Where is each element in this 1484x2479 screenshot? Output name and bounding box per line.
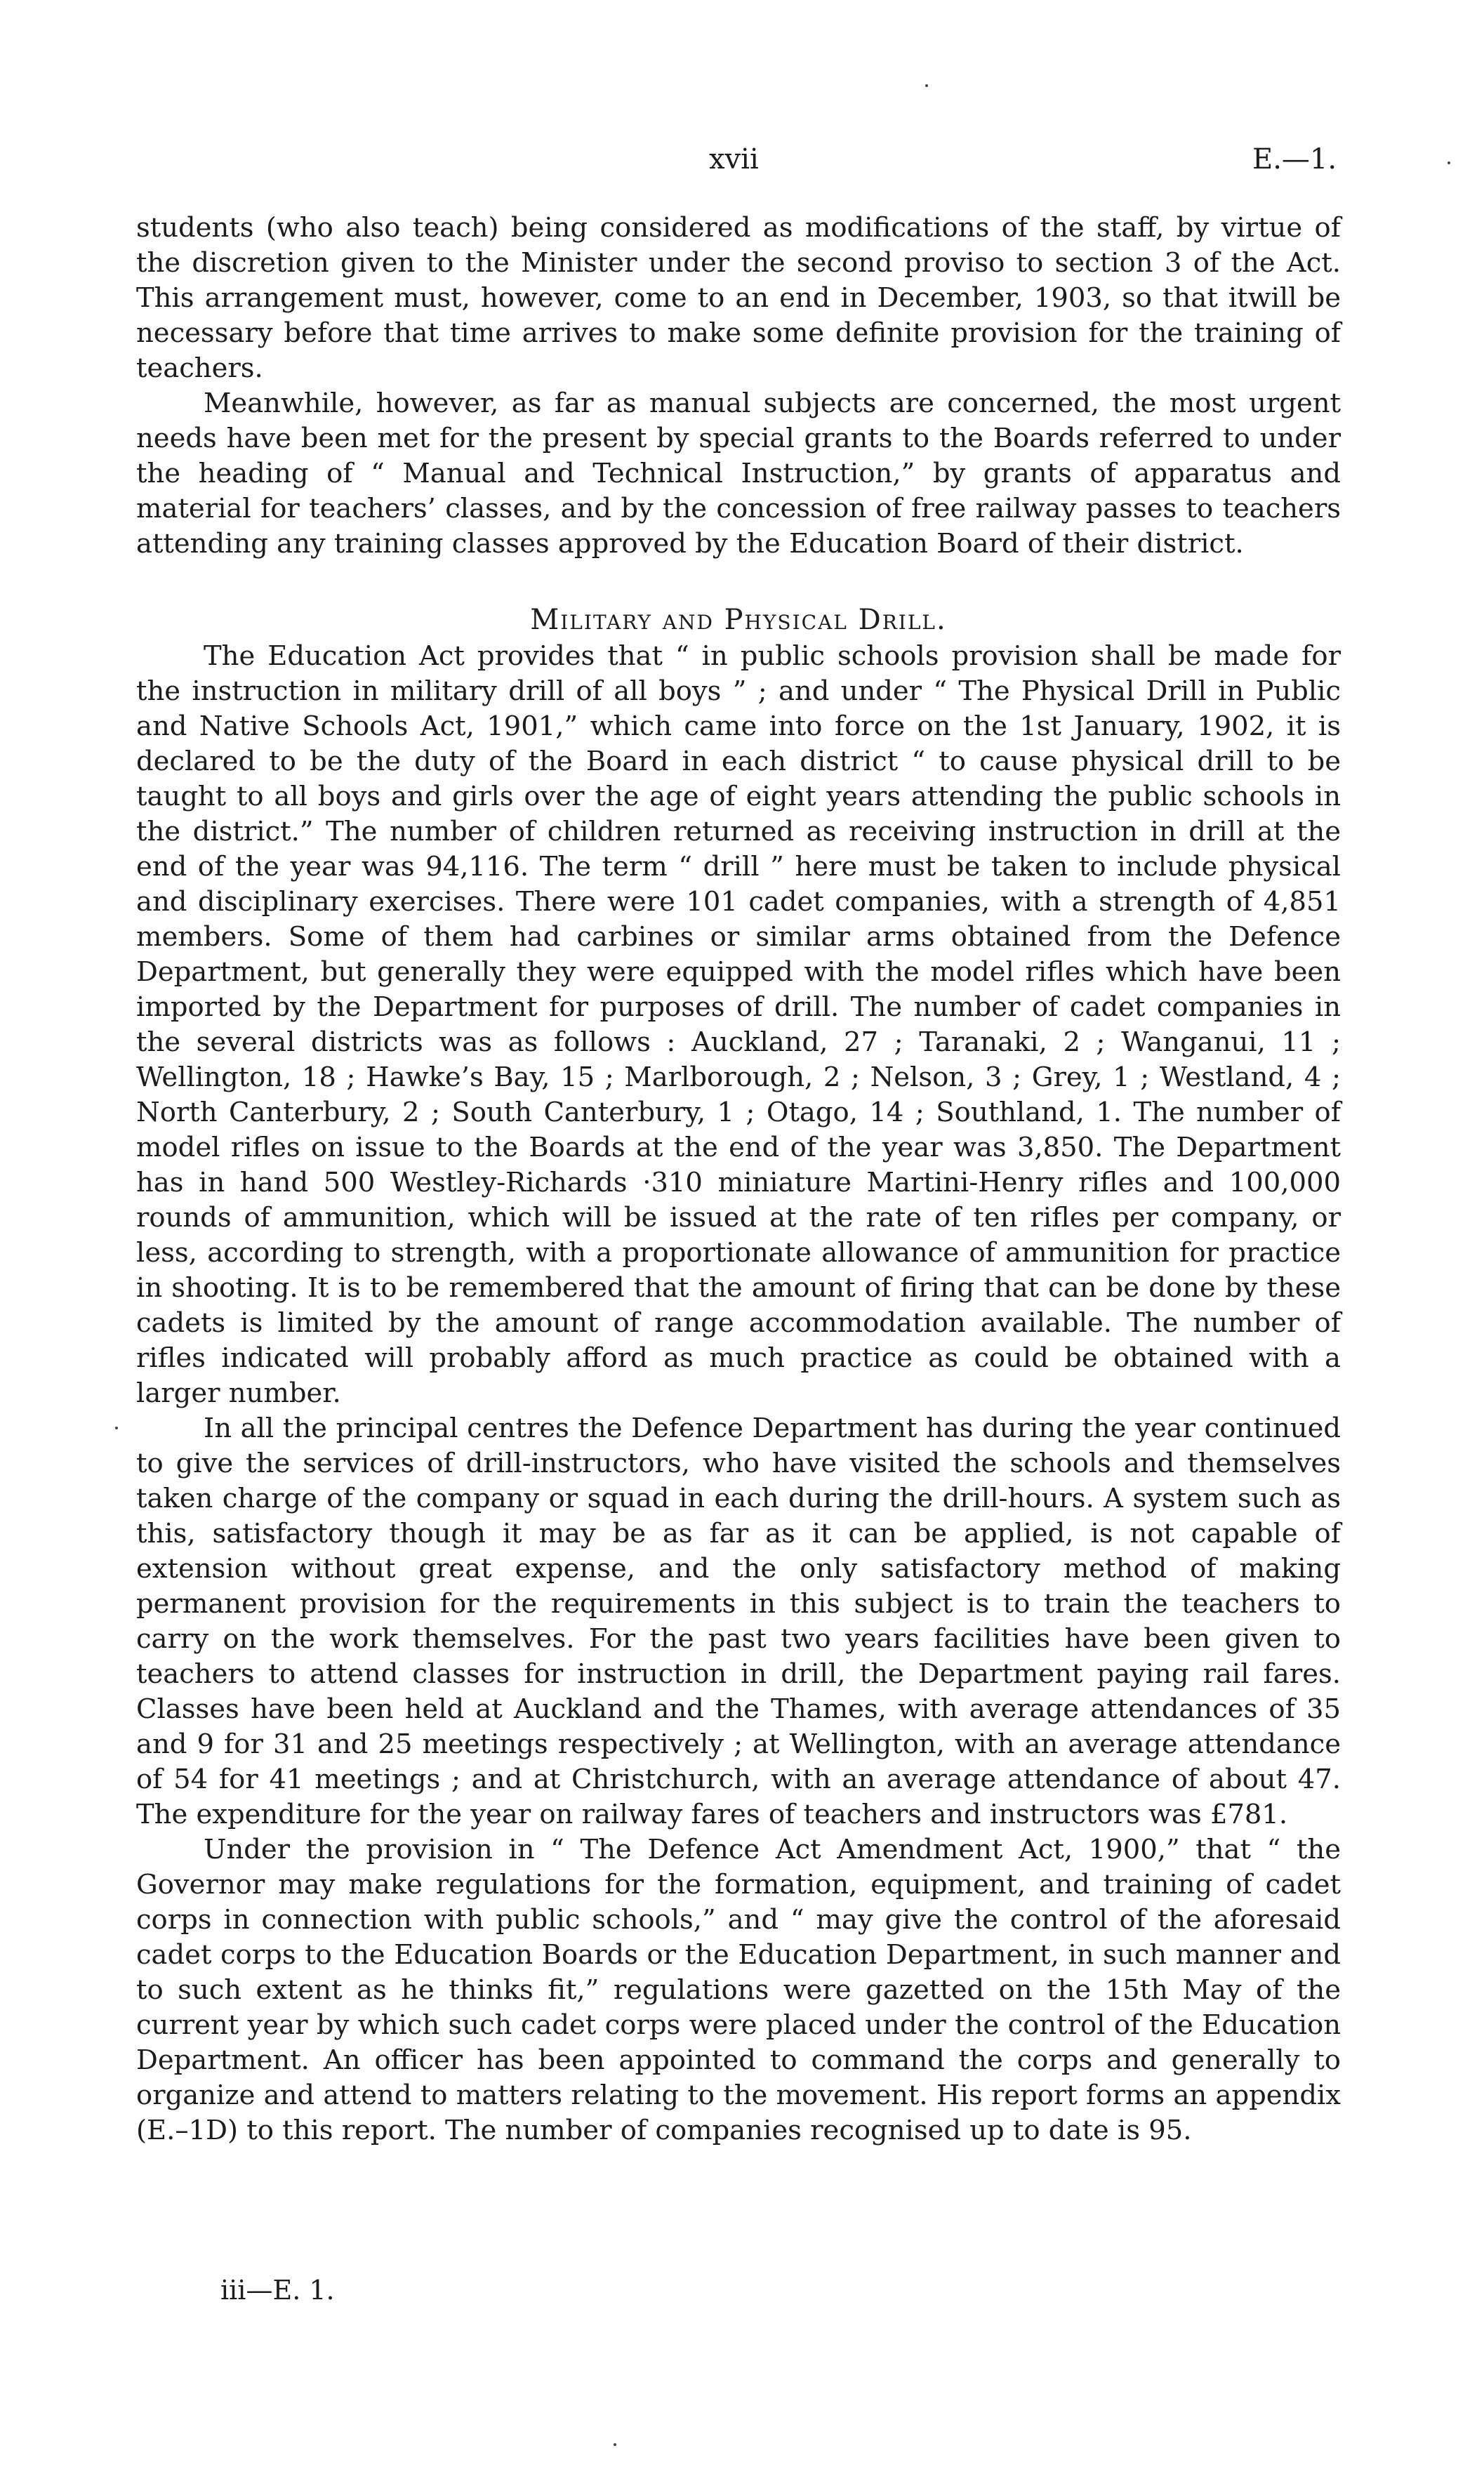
scan-speck xyxy=(614,2443,616,2446)
document-body xyxy=(136,211,1341,2148)
signature-mark: iii—E. 1. xyxy=(220,2275,335,2306)
scan-speck xyxy=(925,84,928,87)
paragraph-drill-instructors: In all the principal centres the Defence Department has during the year continued to give the services of drill-instructors, who have visited the schools and themselves taken charge of the company or squad in each during the drill-hours. A system such as this, satisfactory though it may be as far as it can be applied, is not capable of extension without great expense, and the only satisfactory method of making permanent provision for the requirements in this subject is to train the teachers to carry on the work themselves. For the past two years facilities have been given to teachers to attend classes for instruction in drill, the Department paying rail fares. Classes have been held at Auckland and the Thames, with average attendances of 35 and 9 for 31 and 25 meetings respectively ; at Wellington, with an average attendance of 54 for 41 meetings ; and at Christchurch, with an average attendance of about 47. The expenditure for the year on railway fares of teachers and instructors was £781. xyxy=(136,1413,1341,1830)
page-header xyxy=(136,143,1372,185)
paragraph-manual-subjects: Meanwhile, however, as far as manual subjects are concerned, the most urgent needs have been met for the present by special grants to the Boards referred to under the heading of “ Manual and Technical Instruction,” by grants of apparatus and material for teachers’ classes, and by the concession of free railway passes to teachers attending any training classes approved by the Education Board of their district. xyxy=(136,388,1341,560)
scan-speck xyxy=(1447,161,1450,164)
paragraph-continued: students (who also teach) being considered as modifications of the staff, by virtue of the discretion given to the Minister under the second proviso to section 3 of the Act. This arrangement must, however, come to an end in December, 1903, so that itwill be necessary before that time arrives to make some definite provision for the training of teachers. xyxy=(136,212,1341,384)
paragraph-drill-provisions: The Education Act provides that “ in public schools provision shall be made for the instruction in military drill of all boys ” ; and under “ The Physical Drill in Public and Native Schools Act, 1901,” which came into force on the 1st January, 1902, it is declared to be the duty of the Board in each district “ to cause physical drill to be taught to all boys and girls over the age of eight years attending the public schools in the district.” The number of children returned as receiving instruction in drill at the end of the year was 94,116. The term “ drill ” here must be taken to include physical and disciplinary exercises. There were 101 cadet companies, with a strength of 4,851 members. Some of them had carbines or similar arms obtained from the Defence Department, but generally they were equipped with the model rifles which have been imported by the Department for purposes of drill. The number of cadet companies in the several districts was as follows : Auckland, 27 ; Taranaki, 2 ; Wanganui, 11 ; Wellington, 18 ; Hawke’s Bay, 15 ; Marlborough, 2 ; Nelson, 3 ; Grey, 1 ; Westland, 4 ; North Canterbury, 2 ; South Canterbury, 1 ; Otago, 14 ; Southland, 1. The number of model rifles on issue to the Boards at the end of the year was 3,850. The Department has in hand 500 Westley-Richards ·310 miniature Martini-Henry rifles and 100,000 rounds of ammunition, which will be issued at the rate of ten rifles per company, or less, according to strength, with a proportionate allowance of ammunition for practice in shooting. It is to be remembered that the amount of firing that can be done by these cadets is limited by the amount of range accommodation available. The number of rifles indicated will probably afford as much practice as could be obtained with a larger number. xyxy=(136,640,1341,1409)
section-heading: Military and Physical Drill. xyxy=(530,604,947,636)
paragraph-cadet-corps: Under the provision in “ The Defence Act Amendment Act, 1900,” that “ the Governor may make regulations for the formation, equipment, and training of cadet corps in connection with public schools,” and “ may give the control of the aforesaid cadet corps to the Education Boards or the Education Department, in such manner and to such extent as he thinks fit,” regulations were gazetted on the 15th May of the current year by which such cadet corps were placed under the control of the Education Department. An officer has been appointed to command the corps and generally to organize and attend to matters relating to the movement. His report forms an appendix (E.–1D) to this report. The number of companies recognised up to date is 95. xyxy=(136,1834,1341,2146)
page-number: xvii xyxy=(709,143,759,176)
report-code: E.—1. xyxy=(1252,143,1337,176)
scan-speck xyxy=(115,1427,118,1429)
